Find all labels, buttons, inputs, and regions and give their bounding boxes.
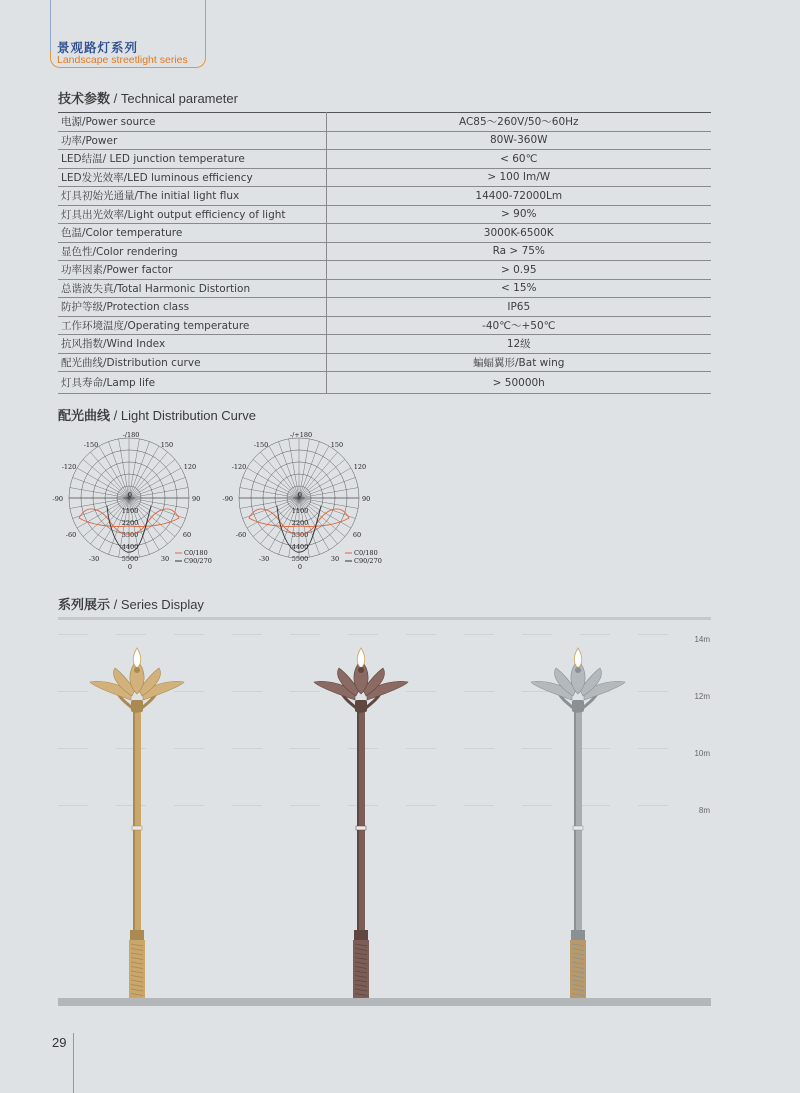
radial-label: 1100	[121, 507, 139, 515]
lamp-series	[0, 630, 800, 1000]
param-label: LED结温/ LED junction temperature	[58, 150, 326, 169]
lamp-bronze	[314, 648, 408, 998]
angle-label: -150	[83, 441, 99, 449]
table-row	[58, 150, 711, 169]
table-row	[58, 298, 711, 317]
radial-label: 4400	[121, 543, 139, 551]
param-label: LED发光效率/LED luminous efficiency	[58, 168, 326, 187]
table-row	[58, 242, 711, 261]
angle-label: -/+180	[289, 431, 313, 439]
table-row	[58, 168, 711, 187]
param-label: 配光曲线/Distribution curve	[58, 353, 326, 372]
ground-strip	[58, 998, 711, 1006]
radial-label: 3300	[291, 531, 309, 539]
hub	[131, 700, 143, 712]
param-value: > 90%	[326, 205, 711, 224]
angle-label: 60	[182, 531, 192, 539]
angle-label: 60	[352, 531, 362, 539]
section-title-series: 系列展示 / Series Display	[58, 597, 204, 613]
angle-label: 120	[353, 463, 367, 471]
table-row	[58, 224, 711, 243]
table-row	[58, 335, 711, 354]
angle-label: 120	[183, 463, 197, 471]
section-title-tech: 技术参数 / Technical parameter	[58, 91, 238, 107]
angle-label: 90	[192, 495, 201, 503]
param-value: AC85～260V/50～60Hz	[326, 113, 711, 132]
legend-label-c90: C90/270	[184, 557, 212, 565]
radial-label: 1100	[291, 507, 309, 515]
bulb-socket	[134, 667, 140, 673]
angle-label: -120	[61, 463, 77, 471]
header-title-en: Landscape streetlight series	[57, 54, 188, 66]
tech-param-table	[58, 112, 711, 394]
angle-label: 30	[330, 555, 340, 563]
param-label: 功率因素/Power factor	[58, 261, 326, 280]
polar-chart-2	[222, 428, 390, 577]
base-collar	[354, 930, 368, 940]
angle-label: -150	[253, 441, 269, 449]
hub	[572, 700, 584, 712]
angle-label: 150	[330, 441, 344, 449]
table-row	[58, 261, 711, 280]
pole-shade	[357, 710, 359, 940]
angle-label: -90	[222, 495, 233, 503]
base-collar	[571, 930, 585, 940]
angle-label: 0	[297, 491, 303, 499]
param-label: 显色性/Color rendering	[58, 242, 326, 261]
param-value: < 60℃	[326, 150, 711, 169]
header-line-left	[50, 0, 51, 52]
pole-shade	[574, 710, 576, 940]
angle-label: 0	[127, 491, 133, 499]
param-value: 12级	[326, 335, 711, 354]
param-label: 功率/Power	[58, 131, 326, 150]
angle-label: -60	[235, 531, 247, 539]
table-row	[58, 353, 711, 372]
angle-label: 0	[127, 563, 133, 571]
angle-label: 90	[362, 495, 371, 503]
angle-label: -30	[258, 555, 270, 563]
param-label: 防护等级/Protection class	[58, 298, 326, 317]
legend-label-c0: C0/180	[184, 549, 208, 557]
table-row	[58, 131, 711, 150]
table-row	[58, 372, 711, 394]
height-label-10m: 10m	[694, 749, 710, 758]
lamp-silver	[531, 648, 625, 998]
pole-ring	[573, 826, 583, 830]
height-label-12m: 12m	[694, 692, 710, 701]
height-label-14m: 14m	[694, 635, 710, 644]
param-label: 灯具出光效率/Light output efficiency of light	[58, 205, 326, 224]
flame-bulb	[133, 648, 141, 668]
angle-label: 150	[160, 441, 174, 449]
section-title-curve: 配光曲线 / Light Distribution Curve	[58, 408, 256, 424]
param-value: > 100 Im/W	[326, 168, 711, 187]
hub	[355, 700, 367, 712]
radial-label: 3300	[121, 531, 139, 539]
param-value: Ra > 75%	[326, 242, 711, 261]
table-row	[58, 279, 711, 298]
radial-label: 5500	[291, 555, 309, 563]
table-row	[58, 205, 711, 224]
param-value: > 0.95	[326, 261, 711, 280]
height-label-8m: 8m	[698, 806, 710, 815]
param-value: IP65	[326, 298, 711, 317]
angle-label: 30	[160, 555, 170, 563]
radial-label: 5500	[121, 555, 139, 563]
pole-ring	[132, 826, 142, 830]
angle-label: -90	[52, 495, 63, 503]
radial-label: 2200	[291, 519, 309, 527]
param-value: -40℃～+50℃	[326, 316, 711, 335]
bulb-socket	[575, 667, 581, 673]
table-row	[58, 113, 711, 132]
pole-ring	[356, 826, 366, 830]
angle-label: -60	[65, 531, 77, 539]
flame-bulb	[357, 648, 365, 668]
flame-bulb	[574, 648, 582, 668]
param-value: 80W-360W	[326, 131, 711, 150]
series-divider	[58, 617, 711, 620]
table-row	[58, 187, 711, 206]
header-title-cn: 景观路灯系列	[57, 40, 139, 55]
angle-label: 0	[297, 563, 303, 571]
angle-label: -/180	[122, 431, 140, 439]
param-label: 工作环境温度/Operating temperature	[58, 316, 326, 335]
param-value: 14400-72000Lm	[326, 187, 711, 206]
param-label: 灯具寿命/Lamp life	[58, 372, 326, 394]
table-row	[58, 316, 711, 335]
param-label: 抗风指数/Wind Index	[58, 335, 326, 354]
polar-chart-1	[52, 428, 220, 577]
angle-label: -120	[231, 463, 247, 471]
param-value: 蝙蝠翼形/Bat wing	[326, 353, 711, 372]
legend-label-c90: C90/270	[354, 557, 382, 565]
legend-label-c0: C0/180	[354, 549, 378, 557]
lamp-gold	[90, 648, 184, 998]
base-collar	[130, 930, 144, 940]
pole-shade	[133, 710, 135, 940]
param-value: 3000K-6500K	[326, 224, 711, 243]
bulb-socket	[358, 667, 364, 673]
param-label: 电源/Power source	[58, 113, 326, 132]
param-value: > 50000h	[326, 372, 711, 394]
angle-label: -30	[88, 555, 100, 563]
page-number-line	[73, 1033, 74, 1093]
param-label: 总谐波失真/Total Harmonic Distortion	[58, 279, 326, 298]
param-value: < 15%	[326, 279, 711, 298]
page-number: 29	[52, 1035, 67, 1050]
param-label: 灯具初始光通量/The initial light flux	[58, 187, 326, 206]
header-line-right	[205, 0, 206, 52]
radial-label: 2200	[121, 519, 139, 527]
radial-label: 4400	[291, 543, 309, 551]
param-label: 色温/Color temperature	[58, 224, 326, 243]
